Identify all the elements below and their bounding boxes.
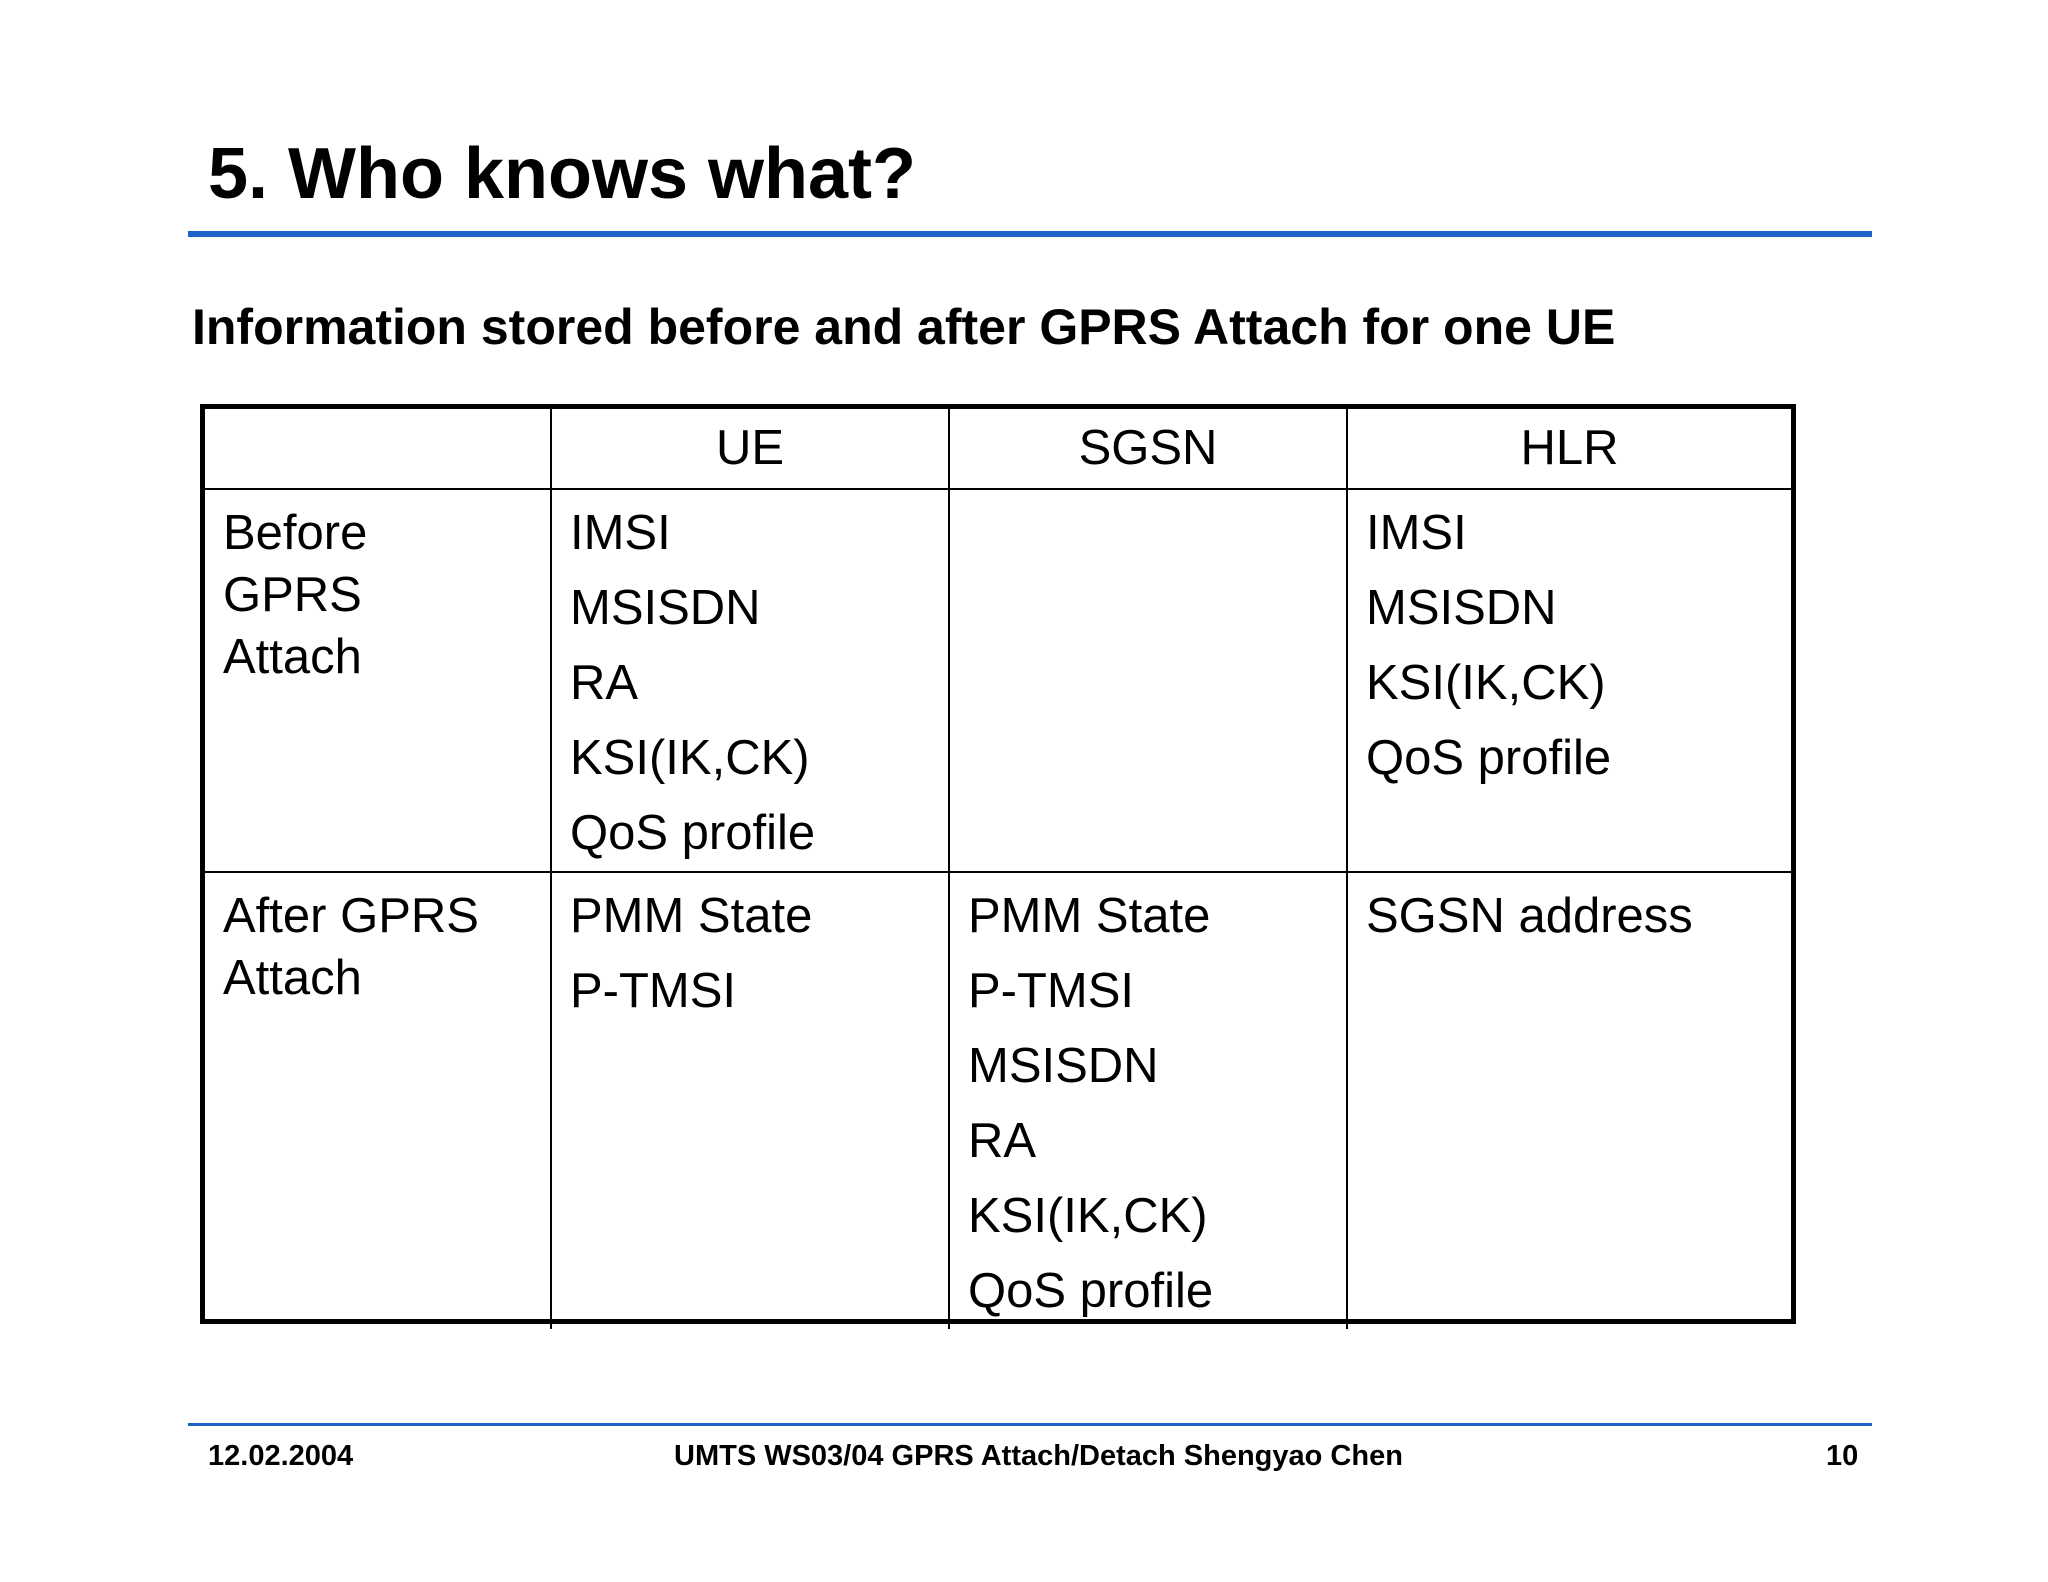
list-item: KSI(IK,CK) — [968, 1189, 1208, 1243]
slide-subtitle: Information stored before and after GPRS Attach for one UE — [192, 299, 1616, 355]
table-row-after-attach — [205, 872, 1791, 1329]
list-item: RA — [968, 1114, 1037, 1168]
cell-after-sgsn — [949, 872, 1347, 1329]
info-table — [205, 409, 1791, 1329]
list-item: KSI(IK,CK) — [570, 731, 810, 785]
row-label-after-attach — [205, 872, 551, 1329]
table-header-row — [205, 409, 1791, 489]
cell-before-hlr — [1347, 489, 1791, 872]
column-header-ue: UE — [551, 409, 949, 489]
list-item: QoS profile — [1366, 731, 1612, 785]
cell-after-hlr — [1347, 872, 1791, 1329]
list-item: IMSI — [570, 506, 671, 560]
cell-before-ue — [551, 489, 949, 872]
row-label-text: After GPRS Attach — [223, 889, 479, 1005]
list-item: QoS profile — [968, 1264, 1214, 1318]
list-item: IMSI — [1366, 506, 1467, 560]
list-item: MSISDN — [1366, 581, 1557, 635]
page-number: 10 — [1826, 1440, 1859, 1472]
column-header-sgsn: SGSN — [949, 409, 1347, 489]
column-header-hlr: HLR — [1347, 409, 1791, 489]
cell-before-sgsn — [949, 489, 1347, 872]
list-item: KSI(IK,CK) — [1366, 656, 1606, 710]
title-divider — [188, 231, 1872, 237]
slide-title: 5. Who knows what? — [208, 134, 917, 214]
row-label-text: Before GPRS Attach — [223, 506, 368, 684]
footer-course-author: UMTS WS03/04 GPRS Attach/Detach Shengyao Chen — [674, 1440, 1403, 1472]
list-item: PMM State — [968, 889, 1211, 943]
list-item: P-TMSI — [968, 964, 1135, 1018]
list-item: MSISDN — [570, 581, 761, 635]
row-label-before-attach — [205, 489, 551, 872]
footer-date: 12.02.2004 — [208, 1440, 354, 1472]
table-row-before-attach — [205, 489, 1791, 872]
list-item: MSISDN — [968, 1039, 1159, 1093]
list-item: P-TMSI — [570, 964, 737, 1018]
cell-after-ue — [551, 872, 949, 1329]
list-item: SGSN address — [1366, 889, 1693, 943]
column-header-empty — [205, 409, 551, 489]
list-item: PMM State — [570, 889, 813, 943]
list-item: QoS profile — [570, 806, 816, 860]
info-table-frame — [200, 404, 1796, 1324]
footer-divider — [188, 1423, 1872, 1426]
list-item: RA — [570, 656, 639, 710]
